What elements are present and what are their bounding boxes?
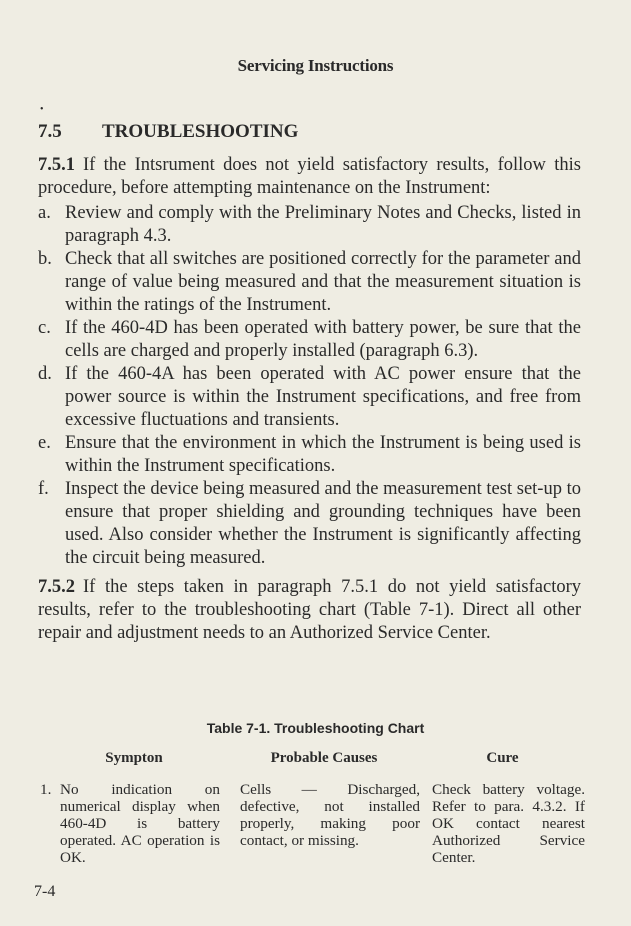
section-number: 7.5: [38, 121, 62, 142]
step-letter: a.: [38, 203, 51, 223]
step-text: If the 460-4A has been operated with AC power ensure that the power source is within the Instrument specifications, and free from excessive fluctuations and transients.: [65, 364, 581, 430]
column-header-symptom: Sympton: [105, 750, 163, 766]
section-title: TROUBLESHOOTING: [102, 121, 299, 142]
row-number: 1.: [40, 781, 52, 798]
step-letter: e.: [38, 433, 51, 453]
body-text: [38, 154, 581, 645]
intro-paragraph: [38, 154, 581, 200]
step-letter: d.: [38, 364, 52, 384]
symptom-cell: [40, 781, 228, 866]
step-f: [38, 478, 581, 570]
cure-cell: Check battery voltage. Refer to para. 4.3.2. If OK contact nearest Authorized Service Center.: [432, 781, 585, 866]
column-header-cure: Cure: [486, 750, 519, 766]
troubleshooting-table: [40, 750, 585, 866]
step-letter: b.: [38, 249, 52, 269]
step-text: Inspect the device being measured and the measurement test set-up to ensure that proper shielding and grounding techniques have been used. Also consider whether the Instrument is significantly affecting the circuit being measured.: [65, 479, 581, 568]
symptom-text: No indication on numerical display when 460-4D is battery operated. AC operation is OK.: [60, 781, 220, 866]
step-text: If the 460-4D has been operated with battery power, be sure that the cells are charged and properly installed (paragraph 6.3).: [65, 318, 581, 361]
step-text: Review and comply with the Preliminary Notes and Checks, listed in paragraph 4.3.: [65, 203, 581, 246]
table-row: [40, 781, 585, 866]
column-header-causes: Probable Causes: [270, 750, 378, 766]
page-number: 7-4: [34, 883, 56, 900]
intro-paragraph-text: If the Intsrument does not yield satisfactory results, follow this procedure, before attempting maintenance on the Instrument:: [38, 155, 581, 198]
step-letter: c.: [38, 318, 51, 338]
table-header-row: [40, 750, 585, 781]
step-d: [38, 363, 581, 432]
followup-paragraph-number: 7.5.2: [38, 577, 75, 597]
step-e: [38, 432, 581, 478]
followup-paragraph-text: If the steps taken in paragraph 7.5.1 do not yield satisfactory results, refer to the troubleshooting chart (Table 7-1). Direct all other repair and adjustment needs to an Authorized Service Center.: [38, 577, 581, 643]
step-c: [38, 317, 581, 363]
followup-paragraph: [38, 576, 581, 645]
running-header: Servicing Instructions: [237, 56, 394, 75]
step-text: Ensure that the environment in which the Instrument is being used is within the Instrument specifications.: [65, 433, 581, 476]
stray-dot: •: [40, 104, 44, 115]
step-letter: f.: [38, 479, 49, 499]
procedure-steps: [38, 202, 581, 570]
step-text: Check that all switches are positioned correctly for the parameter and range of value being measured and that the measurement situation is within the ratings of the Instrument.: [65, 249, 581, 315]
intro-paragraph-number: 7.5.1: [38, 155, 75, 175]
step-a: [38, 202, 581, 248]
table-title: Table 7-1. Troubleshooting Chart: [206, 720, 425, 736]
section-heading: [38, 121, 298, 143]
step-b: [38, 248, 581, 317]
causes-cell: Cells — Discharged, defective, not installed properly, making poor contact, or missing.: [240, 781, 420, 849]
